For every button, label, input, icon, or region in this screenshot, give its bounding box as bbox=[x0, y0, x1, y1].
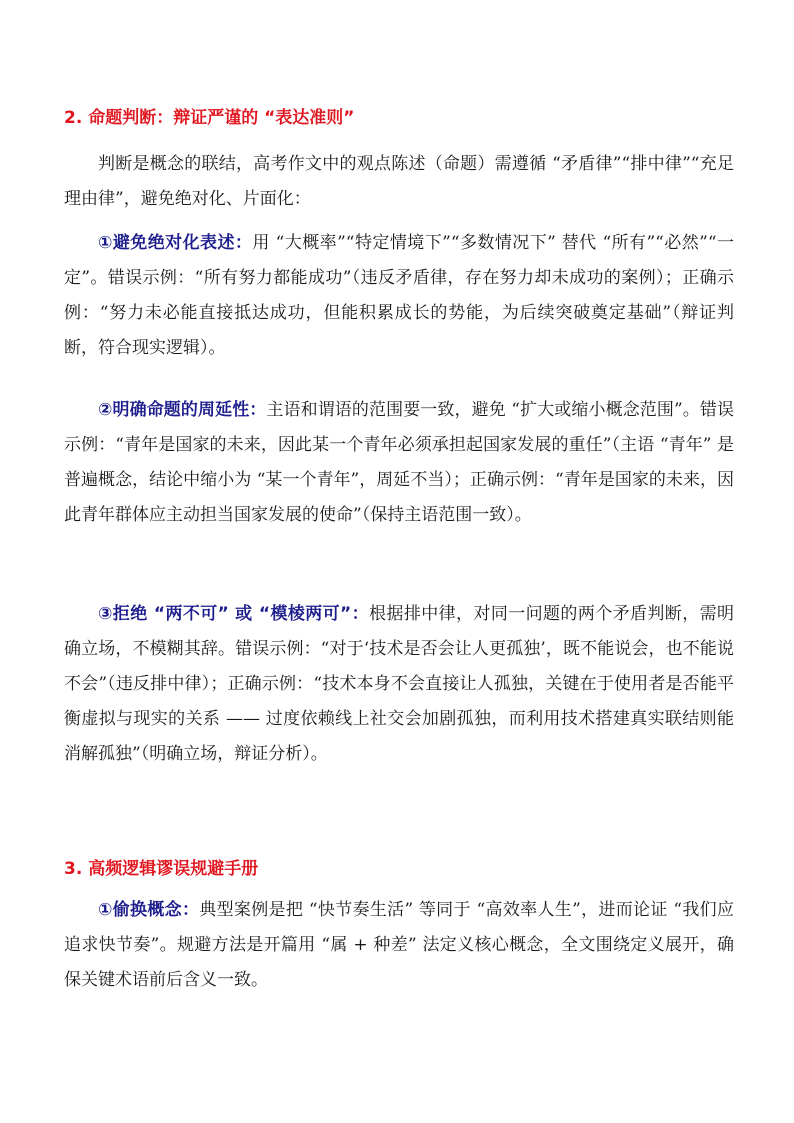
section-2-intro: 判断是概念的联结，高考作文中的观点陈述（命题）需遵循 “矛盾律”“排中律”“充足理由律”，避免绝对化、片面化： bbox=[64, 154, 734, 209]
section-3-item-1 bbox=[64, 893, 734, 998]
item-text: 典型案例是把 “快节奏生活” 等同于 “高效率人生”，进而论证 “我们应追求快节奏”。规避方法是开篇用 “属 + 种差” 法定义核心概念，全文围绕定义展开，确保关键术语前后含义一致。 bbox=[64, 900, 734, 990]
item-text: 主语和谓语的范围要一致，避免 “扩大或缩小概念范围”。错误示例：“青年是国家的未来，因此某一个青年必须承担起国家发展的重任”（主语 “青年” 是普遍概念，结论中缩小为 “某一个青年”，周延不当）；正确示例：“青年是国家的未来，因此青年群体应主动担当国家发展的使命”（保持主语范围一致）。 bbox=[64, 400, 734, 525]
item-lead: ③拒绝 “两不可” 或 “模棱两可”： bbox=[98, 604, 370, 624]
item-text: 用 “大概率”“特定情境下”“多数情况下” 替代 “所有”“必然”“一定”。错误示例：“所有努力都能成功”（违反矛盾律，存在努力却未成功的案例）；正确示例：“努力未必能直接抵达成功，但能积累成长的势能，为后续突破奠定基础”（辩证判断，符合现实逻辑）。 bbox=[64, 233, 734, 358]
section-2-item-3 bbox=[64, 597, 734, 772]
item-text: 根据排中律，对同一问题的两个矛盾判断，需明确立场，不模糊其辞。错误示例：“对于‘技术是否会让人更孤独’，既不能说会，也不能说不会”（违反排中律）；正确示例：“技术本身不会直接让人孤独，关键在于使用者是否能平衡虚拟与现实的关系 —— 过度依赖线上社交会加剧孤独，而利用技术搭建真实联结则能消解孤独”（明确立场，辩证分析）。 bbox=[64, 604, 735, 764]
section-3-heading: 3. 高频逻辑谬误规避手册 bbox=[64, 859, 259, 879]
section-2-item-2 bbox=[64, 393, 734, 533]
item-lead: ②明确命题的周延性： bbox=[98, 400, 267, 420]
item-lead: ①偷换概念： bbox=[98, 900, 200, 920]
item-lead: ①避免绝对化表述： bbox=[98, 233, 253, 253]
section-2-item-1 bbox=[64, 226, 734, 366]
section-2-heading: 2. 命题判断：辩证严谨的 “表达准则” bbox=[64, 108, 355, 128]
